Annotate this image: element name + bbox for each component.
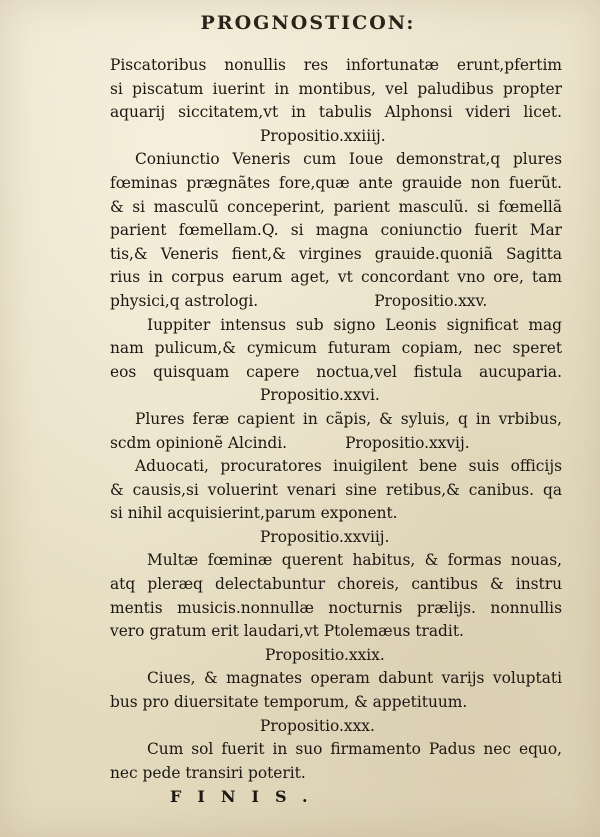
text-line: Iuppiter intensus sub signo Leonis significat mag	[147, 315, 562, 334]
text-line: & si masculũ conceperint, parient masculũ. si fœmellã	[110, 197, 562, 216]
text-line: Aduocati, procuratores inuigilent bene suis officijs	[135, 457, 562, 476]
text-line: aquarij siccitatem,vt in tabulis Alphonsi videri licet.	[110, 103, 562, 122]
text-line: eos quisquam capere noctua,vel fistula aucuparia.	[110, 362, 562, 381]
proposition-heading: Propositio.xxx.	[260, 716, 375, 735]
text-line: Cum sol fuerit in suo firmamento Padus nec equo,	[147, 740, 562, 759]
text-line: Piscatoribus nonullis res infortunatæ erunt,pfertim	[110, 56, 562, 74]
text-line: si nihil acquisierint,parum exponent.	[110, 504, 398, 523]
finis-colophon: FINIS.	[170, 787, 324, 807]
text-line-with-heading	[110, 290, 562, 314]
text-line: Plures feræ capient in cãpis, & syluis, q in vrbibus,	[135, 409, 562, 428]
text-line: scdm opinionẽ Alcindi.	[110, 433, 288, 452]
text-line: physici,q astrologi.	[110, 291, 259, 310]
text-line: Coniunctio Veneris cum Ioue demonstrat,q plures	[135, 150, 562, 169]
text-block	[110, 54, 562, 809]
text-line: rius in corpus earum aget, vt concordant vno ore, tam	[110, 268, 562, 287]
text-line: nam pulicum,& cymicum futuram copiam, nec speret	[110, 339, 562, 358]
text-line: si piscatum iuerint in montibus, vel paludibus propter	[110, 79, 562, 98]
text-line: Ciues, & magnates operam dabunt varijs voluptati	[147, 669, 562, 688]
proposition-heading: Propositio.xxix.	[265, 645, 385, 664]
proposition-heading: Propositio.xxvij.	[345, 433, 470, 452]
text-line: atq pleræq delectabuntur choreis, cantibus & instru	[110, 575, 562, 594]
proposition-heading: Propositio.xxv.	[374, 291, 488, 310]
text-line: tis,& Veneris fient,& virgines grauide.quoniã Sagitta	[110, 244, 562, 263]
text-line-with-heading	[110, 432, 562, 456]
text-line: fœminas prægnãtes fore,quæ ante grauide non fuerũt.	[110, 173, 562, 192]
text-line: & causis,si voluerint venari sine retibus,& canibus. qa	[110, 480, 562, 499]
text-line: vero gratum erit laudari,vt Ptolemæus tradit.	[110, 622, 464, 641]
proposition-heading: Propositio.xxviij.	[260, 527, 390, 546]
proposition-heading: Propositio.xxvi.	[260, 386, 380, 405]
text-line: parient fœmellam.Q. si magna coniunctio fuerit Mar	[110, 221, 562, 240]
running-head: PROGNOSTICON:	[200, 12, 416, 34]
text-line: Multæ fœminæ querent habitus, & formas nouas,	[147, 551, 562, 570]
text-line: mentis musicis.nonnullæ nocturnis prælijs. nonnullis	[110, 598, 562, 617]
text-line: nec pede transiri poterit.	[110, 763, 306, 782]
text-line: bus pro diuersitate temporum, & appetituum.	[110, 693, 468, 712]
proposition-heading: Propositio.xxiiij.	[260, 126, 386, 145]
